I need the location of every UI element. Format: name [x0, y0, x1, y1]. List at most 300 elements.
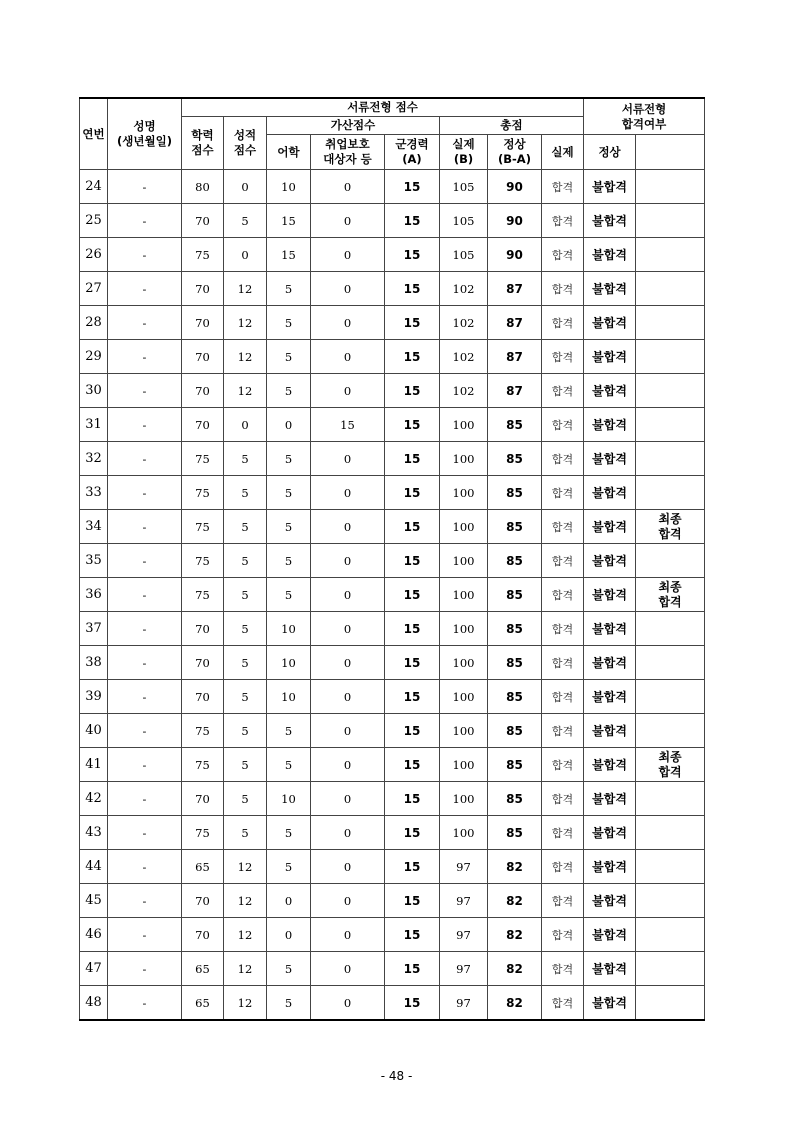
table-row — [80, 884, 705, 918]
military-score: 15 — [385, 748, 440, 782]
grade-score: 5 — [224, 816, 267, 850]
grade-score: 5 — [224, 476, 267, 510]
result-actual: 합격 — [542, 714, 584, 748]
remark-cell — [636, 714, 705, 748]
grade-score: 5 — [224, 204, 267, 238]
applicant-name: - — [108, 918, 182, 952]
result-normal: 불합격 — [584, 340, 636, 374]
total-actual: 97 — [440, 918, 488, 952]
total-normal: 85 — [488, 680, 542, 714]
row-number: 43 — [80, 816, 108, 850]
result-actual: 합격 — [542, 170, 584, 204]
result-actual: 합격 — [542, 204, 584, 238]
remark-cell — [636, 918, 705, 952]
edu-score: 75 — [182, 544, 224, 578]
remark-cell — [636, 272, 705, 306]
result-normal: 불합격 — [584, 374, 636, 408]
result-normal: 불합격 — [584, 986, 636, 1021]
grade-score: 5 — [224, 612, 267, 646]
total-actual: 97 — [440, 986, 488, 1021]
applicant-name: - — [108, 578, 182, 612]
applicant-name: - — [108, 306, 182, 340]
table-row — [80, 510, 705, 544]
employ-score: 0 — [311, 884, 385, 918]
total-actual: 102 — [440, 374, 488, 408]
edu-score: 65 — [182, 952, 224, 986]
edu-score: 70 — [182, 612, 224, 646]
total-actual: 100 — [440, 544, 488, 578]
result-actual: 합격 — [542, 374, 584, 408]
result-normal: 불합격 — [584, 510, 636, 544]
result-actual: 합격 — [542, 918, 584, 952]
applicant-name: - — [108, 748, 182, 782]
row-number: 32 — [80, 442, 108, 476]
total-actual: 97 — [440, 884, 488, 918]
employ-score: 0 — [311, 510, 385, 544]
row-number: 45 — [80, 884, 108, 918]
applicant-name: - — [108, 714, 182, 748]
table-row — [80, 204, 705, 238]
total-normal: 85 — [488, 748, 542, 782]
remark-cell — [636, 510, 705, 544]
total-normal: 85 — [488, 510, 542, 544]
total-actual: 100 — [440, 476, 488, 510]
lang-score: 0 — [267, 918, 311, 952]
military-score: 15 — [385, 918, 440, 952]
total-actual: 100 — [440, 408, 488, 442]
lang-score: 5 — [267, 442, 311, 476]
military-score: 15 — [385, 986, 440, 1021]
edu-score: 70 — [182, 340, 224, 374]
remark-cell — [636, 850, 705, 884]
employ-score: 0 — [311, 272, 385, 306]
result-actual: 합격 — [542, 272, 584, 306]
employ-score: 0 — [311, 646, 385, 680]
grade-score: 5 — [224, 510, 267, 544]
result-actual: 합격 — [542, 680, 584, 714]
result-actual: 합격 — [542, 782, 584, 816]
remark-cell — [636, 680, 705, 714]
military-score: 15 — [385, 476, 440, 510]
military-score: 15 — [385, 816, 440, 850]
military-score: 15 — [385, 238, 440, 272]
table-row — [80, 408, 705, 442]
table-row — [80, 612, 705, 646]
remark-cell — [636, 952, 705, 986]
lang-score: 5 — [267, 272, 311, 306]
total-normal: 82 — [488, 986, 542, 1021]
table-row — [80, 986, 705, 1021]
applicant-name: - — [108, 680, 182, 714]
applicant-name: - — [108, 884, 182, 918]
total-normal: 90 — [488, 238, 542, 272]
total-normal: 85 — [488, 714, 542, 748]
total-actual: 100 — [440, 510, 488, 544]
military-score: 15 — [385, 170, 440, 204]
applicant-name: - — [108, 782, 182, 816]
table-header — [80, 98, 705, 170]
result-normal: 불합격 — [584, 238, 636, 272]
header-employ: 취업보호 대상자 등 — [311, 135, 385, 170]
result-actual: 합격 — [542, 986, 584, 1021]
applicant-name: - — [108, 612, 182, 646]
remark-cell — [636, 408, 705, 442]
remark-line1: 최종 — [658, 749, 682, 764]
grade-score: 5 — [224, 442, 267, 476]
edu-score: 70 — [182, 782, 224, 816]
total-actual: 102 — [440, 272, 488, 306]
applicant-name: - — [108, 476, 182, 510]
table-row — [80, 816, 705, 850]
row-number: 37 — [80, 612, 108, 646]
row-number: 26 — [80, 238, 108, 272]
result-normal: 불합격 — [584, 170, 636, 204]
lang-score: 5 — [267, 306, 311, 340]
result-normal: 불합격 — [584, 408, 636, 442]
applicant-name: - — [108, 272, 182, 306]
remark-cell — [636, 306, 705, 340]
grade-score: 12 — [224, 374, 267, 408]
result-normal: 불합격 — [584, 714, 636, 748]
total-actual: 100 — [440, 782, 488, 816]
total-normal: 82 — [488, 884, 542, 918]
applicant-name: - — [108, 510, 182, 544]
remark-line1: 최종 — [658, 579, 682, 594]
edu-score: 75 — [182, 476, 224, 510]
total-normal: 85 — [488, 408, 542, 442]
remark-cell — [636, 578, 705, 612]
total-normal: 85 — [488, 646, 542, 680]
employ-score: 0 — [311, 952, 385, 986]
result-normal: 불합격 — [584, 816, 636, 850]
lang-score: 15 — [267, 238, 311, 272]
total-normal: 87 — [488, 374, 542, 408]
edu-score: 65 — [182, 986, 224, 1021]
remark-cell — [636, 646, 705, 680]
lang-score: 5 — [267, 714, 311, 748]
military-score: 15 — [385, 204, 440, 238]
header-result-actual: 실제 — [542, 135, 584, 170]
total-actual: 100 — [440, 714, 488, 748]
employ-score: 15 — [311, 408, 385, 442]
total-normal: 87 — [488, 306, 542, 340]
table-row — [80, 238, 705, 272]
employ-score: 0 — [311, 340, 385, 374]
total-normal: 90 — [488, 170, 542, 204]
total-actual: 105 — [440, 238, 488, 272]
row-number: 44 — [80, 850, 108, 884]
applicant-name: - — [108, 408, 182, 442]
lang-score: 5 — [267, 986, 311, 1021]
remark-line2: 합격 — [658, 594, 682, 609]
table-row — [80, 374, 705, 408]
applicant-name: - — [108, 204, 182, 238]
row-number: 38 — [80, 646, 108, 680]
header-name: 성명 (생년월일) — [108, 98, 182, 170]
result-normal: 불합격 — [584, 952, 636, 986]
total-normal: 87 — [488, 340, 542, 374]
total-actual: 100 — [440, 680, 488, 714]
table-row — [80, 544, 705, 578]
total-normal: 82 — [488, 918, 542, 952]
header-lang: 어학 — [267, 135, 311, 170]
total-actual: 100 — [440, 578, 488, 612]
table-row — [80, 578, 705, 612]
employ-score: 0 — [311, 306, 385, 340]
edu-score: 75 — [182, 816, 224, 850]
employ-score: 0 — [311, 204, 385, 238]
header-actual: 실제 (B) — [440, 135, 488, 170]
result-actual: 합격 — [542, 340, 584, 374]
grade-score: 12 — [224, 952, 267, 986]
lang-score: 5 — [267, 476, 311, 510]
total-normal: 82 — [488, 952, 542, 986]
remark-cell — [636, 748, 705, 782]
remark-cell — [636, 884, 705, 918]
edu-score: 70 — [182, 884, 224, 918]
total-normal: 85 — [488, 816, 542, 850]
lang-score: 5 — [267, 544, 311, 578]
result-actual: 합격 — [542, 748, 584, 782]
result-actual: 합격 — [542, 238, 584, 272]
header-normal: 정상 (B-A) — [488, 135, 542, 170]
row-number: 47 — [80, 952, 108, 986]
applicant-name: - — [108, 544, 182, 578]
table-row — [80, 918, 705, 952]
grade-score: 5 — [224, 714, 267, 748]
header-result: 서류전형 합격여부 — [584, 98, 705, 135]
edu-score: 80 — [182, 170, 224, 204]
remark-cell — [636, 782, 705, 816]
military-score: 15 — [385, 578, 440, 612]
row-number: 33 — [80, 476, 108, 510]
table-body — [80, 170, 705, 1021]
military-score: 15 — [385, 510, 440, 544]
score-table — [79, 97, 705, 1021]
row-number: 28 — [80, 306, 108, 340]
edu-score: 70 — [182, 272, 224, 306]
employ-score: 0 — [311, 680, 385, 714]
total-actual: 100 — [440, 612, 488, 646]
header-total: 총점 — [440, 117, 584, 135]
total-actual: 100 — [440, 646, 488, 680]
lang-score: 5 — [267, 374, 311, 408]
total-normal: 87 — [488, 272, 542, 306]
employ-score: 0 — [311, 850, 385, 884]
lang-score: 5 — [267, 578, 311, 612]
table-row — [80, 646, 705, 680]
remark-cell — [636, 238, 705, 272]
lang-score: 10 — [267, 680, 311, 714]
result-actual: 합격 — [542, 510, 584, 544]
total-normal: 82 — [488, 850, 542, 884]
header-grade: 성적 점수 — [224, 117, 267, 170]
result-actual: 합격 — [542, 544, 584, 578]
result-actual: 합격 — [542, 884, 584, 918]
row-number: 41 — [80, 748, 108, 782]
military-score: 15 — [385, 714, 440, 748]
remark-cell — [636, 544, 705, 578]
table-row — [80, 272, 705, 306]
total-actual: 97 — [440, 850, 488, 884]
header-edu: 학력 점수 — [182, 117, 224, 170]
military-score: 15 — [385, 374, 440, 408]
remark-cell — [636, 374, 705, 408]
military-score: 15 — [385, 442, 440, 476]
lang-score: 10 — [267, 646, 311, 680]
grade-score: 12 — [224, 918, 267, 952]
header-military: 군경력 (A) — [385, 135, 440, 170]
total-normal: 85 — [488, 476, 542, 510]
lang-score: 5 — [267, 850, 311, 884]
total-normal: 90 — [488, 204, 542, 238]
applicant-name: - — [108, 952, 182, 986]
employ-score: 0 — [311, 544, 385, 578]
page-number: - 48 - — [380, 1069, 413, 1083]
row-number: 39 — [80, 680, 108, 714]
remark-line1: 최종 — [658, 511, 682, 526]
row-number: 48 — [80, 986, 108, 1021]
lang-score: 5 — [267, 952, 311, 986]
result-normal: 불합격 — [584, 646, 636, 680]
remark-cell — [636, 816, 705, 850]
military-score: 15 — [385, 306, 440, 340]
total-actual: 100 — [440, 816, 488, 850]
edu-score: 70 — [182, 680, 224, 714]
result-normal: 불합격 — [584, 612, 636, 646]
result-actual: 합격 — [542, 442, 584, 476]
grade-score: 12 — [224, 306, 267, 340]
edu-score: 75 — [182, 748, 224, 782]
applicant-name: - — [108, 340, 182, 374]
result-normal: 불합격 — [584, 306, 636, 340]
row-number: 25 — [80, 204, 108, 238]
military-score: 15 — [385, 612, 440, 646]
grade-score: 5 — [224, 680, 267, 714]
edu-score: 65 — [182, 850, 224, 884]
table-row — [80, 170, 705, 204]
grade-score: 5 — [224, 782, 267, 816]
result-normal: 불합격 — [584, 476, 636, 510]
applicant-name: - — [108, 442, 182, 476]
lang-score: 0 — [267, 884, 311, 918]
remark-cell — [636, 204, 705, 238]
military-score: 15 — [385, 782, 440, 816]
table-row — [80, 850, 705, 884]
table-row — [80, 476, 705, 510]
employ-score: 0 — [311, 238, 385, 272]
grade-score: 5 — [224, 544, 267, 578]
applicant-name: - — [108, 986, 182, 1021]
grade-score: 5 — [224, 578, 267, 612]
table-row — [80, 680, 705, 714]
employ-score: 0 — [311, 476, 385, 510]
total-actual: 102 — [440, 306, 488, 340]
employ-score: 0 — [311, 748, 385, 782]
lang-score: 5 — [267, 340, 311, 374]
row-number: 46 — [80, 918, 108, 952]
total-normal: 85 — [488, 544, 542, 578]
result-normal: 불합격 — [584, 442, 636, 476]
grade-score: 5 — [224, 748, 267, 782]
military-score: 15 — [385, 272, 440, 306]
result-actual: 합격 — [542, 306, 584, 340]
remark-line2: 합격 — [658, 764, 682, 779]
grade-score: 12 — [224, 340, 267, 374]
result-actual: 합격 — [542, 850, 584, 884]
result-actual: 합격 — [542, 646, 584, 680]
military-score: 15 — [385, 646, 440, 680]
result-actual: 합격 — [542, 408, 584, 442]
remark-cell — [636, 442, 705, 476]
military-score: 15 — [385, 340, 440, 374]
edu-score: 70 — [182, 204, 224, 238]
result-normal: 불합격 — [584, 918, 636, 952]
row-number: 29 — [80, 340, 108, 374]
military-score: 15 — [385, 850, 440, 884]
total-normal: 85 — [488, 612, 542, 646]
edu-score: 70 — [182, 918, 224, 952]
applicant-name: - — [108, 816, 182, 850]
table-row — [80, 306, 705, 340]
grade-score: 12 — [224, 850, 267, 884]
grade-score: 12 — [224, 986, 267, 1021]
row-number: 40 — [80, 714, 108, 748]
employ-score: 0 — [311, 986, 385, 1021]
military-score: 15 — [385, 884, 440, 918]
row-number: 36 — [80, 578, 108, 612]
military-score: 15 — [385, 544, 440, 578]
result-normal: 불합격 — [584, 578, 636, 612]
row-number: 30 — [80, 374, 108, 408]
applicant-name: - — [108, 850, 182, 884]
total-normal: 85 — [488, 782, 542, 816]
table-row — [80, 748, 705, 782]
total-actual: 105 — [440, 204, 488, 238]
applicant-name: - — [108, 646, 182, 680]
result-normal: 불합격 — [584, 850, 636, 884]
grade-score: 0 — [224, 238, 267, 272]
total-actual: 100 — [440, 442, 488, 476]
result-normal: 불합격 — [584, 544, 636, 578]
result-actual: 합격 — [542, 952, 584, 986]
table-row — [80, 442, 705, 476]
row-number: 27 — [80, 272, 108, 306]
result-normal: 불합격 — [584, 884, 636, 918]
lang-score: 5 — [267, 816, 311, 850]
employ-score: 0 — [311, 170, 385, 204]
row-number: 42 — [80, 782, 108, 816]
applicant-name: - — [108, 170, 182, 204]
employ-score: 0 — [311, 442, 385, 476]
employ-score: 0 — [311, 612, 385, 646]
header-row-no: 연번 — [80, 98, 108, 170]
row-number: 34 — [80, 510, 108, 544]
result-actual: 합격 — [542, 476, 584, 510]
remark-cell — [636, 476, 705, 510]
edu-score: 75 — [182, 510, 224, 544]
edu-score: 70 — [182, 646, 224, 680]
table-row — [80, 714, 705, 748]
total-normal: 85 — [488, 442, 542, 476]
lang-score: 5 — [267, 510, 311, 544]
total-actual: 100 — [440, 748, 488, 782]
applicant-name: - — [108, 238, 182, 272]
header-doc-score: 서류전형 점수 — [182, 98, 584, 117]
grade-score: 12 — [224, 884, 267, 918]
employ-score: 0 — [311, 918, 385, 952]
edu-score: 75 — [182, 578, 224, 612]
